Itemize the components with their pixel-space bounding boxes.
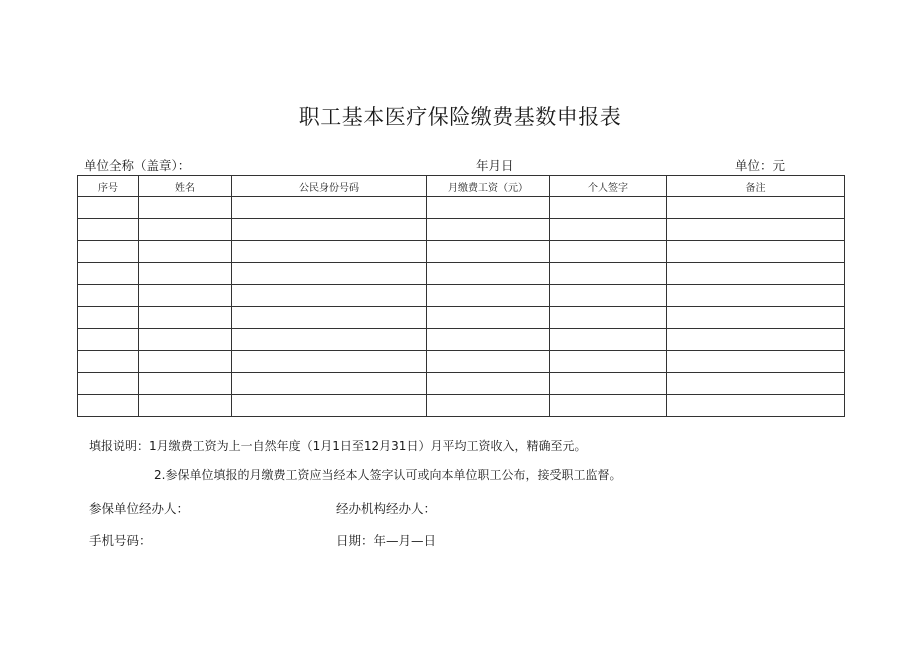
- table-cell[interactable]: [139, 219, 232, 241]
- table-cell[interactable]: [139, 329, 232, 351]
- table-cell[interactable]: [139, 241, 232, 263]
- table-cell[interactable]: [550, 307, 667, 329]
- table-cell[interactable]: [427, 329, 550, 351]
- instruction-note-1: 填报说明：1月缴费工资为上一自然年度（1月1日至12月31日）月平均工资收入，精确至元。: [89, 439, 587, 453]
- table-cell[interactable]: [550, 395, 667, 417]
- table-cell[interactable]: [550, 197, 667, 219]
- table-cell[interactable]: [427, 241, 550, 263]
- table-cell[interactable]: [139, 395, 232, 417]
- column-header-name: 姓名: [139, 176, 232, 197]
- table-cell[interactable]: [232, 351, 427, 373]
- table-cell[interactable]: [78, 263, 139, 285]
- table-cell[interactable]: [78, 241, 139, 263]
- table-cell[interactable]: [78, 373, 139, 395]
- table-cell[interactable]: [667, 373, 845, 395]
- table-cell[interactable]: [667, 285, 845, 307]
- table-cell[interactable]: [78, 351, 139, 373]
- table-cell[interactable]: [667, 241, 845, 263]
- table-cell[interactable]: [550, 373, 667, 395]
- table-cell[interactable]: [667, 351, 845, 373]
- column-header-index: 序号: [78, 176, 139, 197]
- table-cell[interactable]: [232, 197, 427, 219]
- table-cell[interactable]: [667, 395, 845, 417]
- unit-name-label: 单位全称（盖章）：: [84, 158, 191, 173]
- column-header-id-number: 公民身份号码: [232, 176, 427, 197]
- date-label: 年月日: [476, 158, 514, 173]
- table-cell[interactable]: [550, 329, 667, 351]
- table-cell[interactable]: [427, 373, 550, 395]
- table-row: [78, 241, 845, 263]
- table-cell[interactable]: [427, 307, 550, 329]
- table-cell[interactable]: [232, 285, 427, 307]
- table-row: [78, 307, 845, 329]
- table-cell[interactable]: [550, 241, 667, 263]
- table-cell[interactable]: [139, 307, 232, 329]
- table-row: [78, 219, 845, 241]
- table-cell[interactable]: [232, 219, 427, 241]
- table-cell[interactable]: [139, 285, 232, 307]
- table-cell[interactable]: [427, 351, 550, 373]
- table-row: [78, 373, 845, 395]
- table-cell[interactable]: [232, 395, 427, 417]
- table-row: [78, 329, 845, 351]
- table-cell[interactable]: [427, 395, 550, 417]
- declaration-table: [77, 175, 845, 417]
- table-row: [78, 395, 845, 417]
- column-header-monthly-wage: 月缴费工资（元）: [427, 176, 550, 197]
- form-title: 职工基本医疗保险缴费基数申报表: [298, 105, 622, 129]
- table-cell[interactable]: [427, 219, 550, 241]
- table-header-row: [78, 176, 845, 197]
- table-cell[interactable]: [139, 197, 232, 219]
- table-cell[interactable]: [427, 197, 550, 219]
- table-cell[interactable]: [667, 329, 845, 351]
- table-cell[interactable]: [139, 373, 232, 395]
- table-row: [78, 197, 845, 219]
- table-cell[interactable]: [667, 263, 845, 285]
- table-cell[interactable]: [550, 263, 667, 285]
- table-cell[interactable]: [78, 307, 139, 329]
- agency-handler-label: 经办机构经办人：: [336, 501, 437, 516]
- table-row: [78, 351, 845, 373]
- table-cell[interactable]: [78, 395, 139, 417]
- table-cell[interactable]: [78, 329, 139, 351]
- signature-date-label: 日期：年—月—日: [336, 533, 437, 548]
- table-cell[interactable]: [78, 219, 139, 241]
- table-cell[interactable]: [667, 307, 845, 329]
- table-cell[interactable]: [139, 263, 232, 285]
- table-body: [78, 197, 845, 417]
- table-cell[interactable]: [550, 219, 667, 241]
- table-cell[interactable]: [550, 285, 667, 307]
- column-header-remarks: 备注: [667, 176, 845, 197]
- table-cell[interactable]: [232, 263, 427, 285]
- table-cell[interactable]: [78, 197, 139, 219]
- table-cell[interactable]: [232, 307, 427, 329]
- phone-number-label: 手机号码：: [89, 533, 152, 548]
- column-header-signature: 个人签字: [550, 176, 667, 197]
- table-cell[interactable]: [232, 329, 427, 351]
- table-cell[interactable]: [427, 263, 550, 285]
- table-cell[interactable]: [550, 351, 667, 373]
- table-row: [78, 263, 845, 285]
- table-row: [78, 285, 845, 307]
- table-cell[interactable]: [427, 285, 550, 307]
- table-cell[interactable]: [232, 373, 427, 395]
- table-cell[interactable]: [139, 351, 232, 373]
- table-cell[interactable]: [78, 285, 139, 307]
- table-cell[interactable]: [667, 197, 845, 219]
- currency-unit-label: 单位：元: [735, 158, 786, 173]
- table-cell[interactable]: [667, 219, 845, 241]
- table-cell[interactable]: [232, 241, 427, 263]
- instruction-note-2: 2.参保单位填报的月缴费工资应当经本人签字认可或向本单位职工公布，接受职工监督。: [154, 468, 622, 482]
- insured-unit-handler-label: 参保单位经办人：: [89, 501, 190, 516]
